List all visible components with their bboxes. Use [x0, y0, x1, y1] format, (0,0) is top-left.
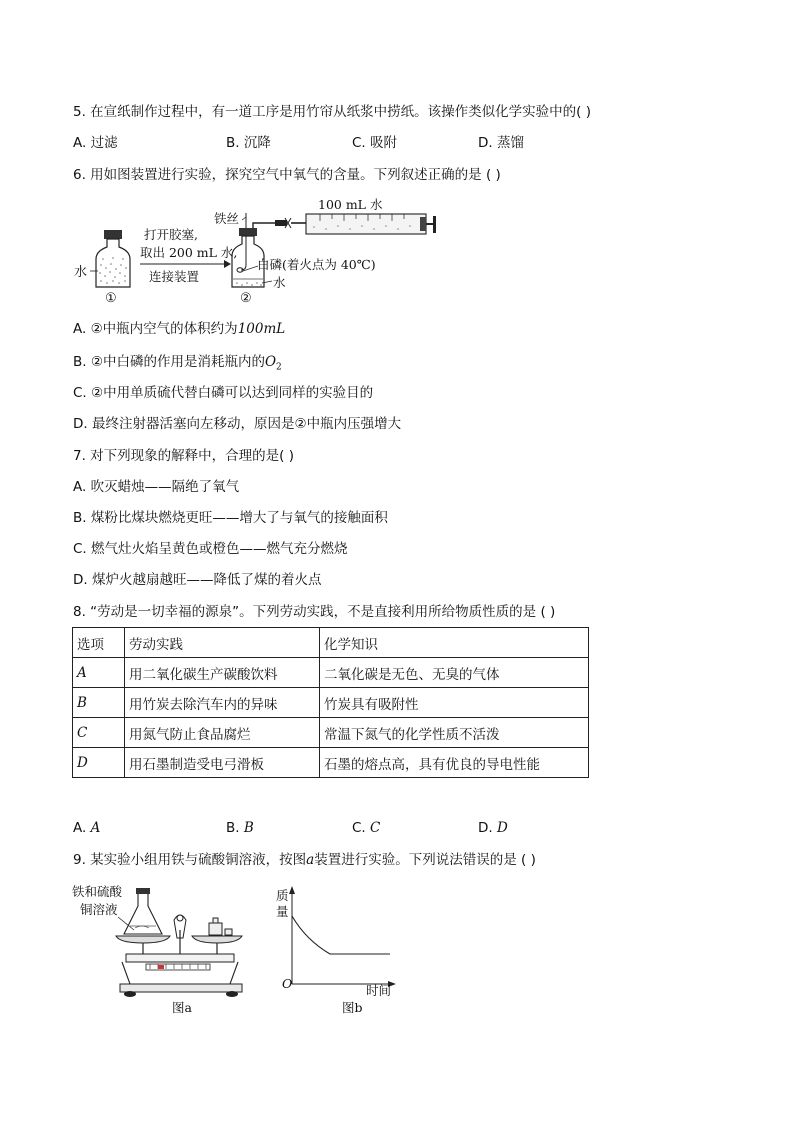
- q6-option-b-math: O: [264, 354, 277, 370]
- fig-b-xlabel: 时间: [366, 983, 392, 998]
- q6-apparatus-figure: [70, 195, 450, 307]
- arrow-head: [224, 260, 231, 268]
- q8-option-c-text: C.: [352, 820, 371, 836]
- q8-option-c-math: C: [370, 820, 381, 836]
- q6-option-b: [73, 353, 282, 377]
- q8-stem: 8. “劳动是一切幸福的源泉”。下列劳动实践，不是直接利用所给物质性质的是 ( ): [73, 604, 556, 620]
- table-cell: 常温下氮气的化学性质不活泼: [320, 718, 589, 748]
- q8-option-b: [226, 819, 254, 837]
- table-cell: A: [73, 658, 125, 688]
- bottle-1-number: ①: [105, 291, 117, 306]
- bottle-1: [90, 230, 130, 287]
- fig-b-origin: O: [282, 976, 293, 991]
- q8-option-c: [352, 819, 380, 837]
- q8-option-a-math: A: [90, 820, 101, 836]
- q6-option-c: C. ②中用单质硫代替白磷可以达到同样的实验目的: [73, 385, 374, 401]
- q6-stem: 6. 用如图装置进行实验，探究空气中氧气的含量。下列叙述正确的是 ( ): [73, 167, 501, 183]
- table-cell: D: [73, 748, 125, 778]
- bottle-2-number: ②: [240, 291, 252, 306]
- table-header-cell: 化学知识: [320, 628, 589, 658]
- q8-option-d-text: D.: [478, 820, 497, 836]
- q5-option-a: A. 过滤: [73, 135, 118, 151]
- q7-option-c: C. 燃气灶火焰呈黄色或橙色——燃气充分燃烧: [73, 541, 348, 557]
- table-header-cell: 劳动实践: [125, 628, 320, 658]
- table-cell: 石墨的熔点高，具有优良的导电性能: [320, 748, 589, 778]
- fig-b-curve: [292, 916, 390, 954]
- q9-figure-a-balance: [70, 880, 265, 1020]
- fig-a-caption: 图a: [172, 1000, 192, 1015]
- table-cell: B: [73, 688, 125, 718]
- q5-option-b: B. 沉降: [226, 135, 271, 151]
- table-row: [73, 688, 589, 718]
- q6-option-a-math: 100mL: [237, 321, 286, 337]
- q9-stem-math: a: [306, 852, 315, 868]
- table-cell: 用二氧化碳生产碳酸饮料: [125, 658, 320, 688]
- arrow-label-bottom: 连接装置: [149, 269, 200, 284]
- phosphorus-label: 白磷(着火点为 40℃): [257, 257, 376, 272]
- fig-b-caption: 图b: [342, 1000, 363, 1015]
- q6-option-a-text: A. ②中瓶内空气的体积约为: [73, 321, 238, 337]
- table-row: [73, 718, 589, 748]
- q9-stem-text: 9. 某实验小组用铁与硫酸铜溶液，按图: [73, 852, 307, 868]
- iron-wire-label: 铁丝: [214, 211, 240, 226]
- q8-option-a: [73, 819, 100, 837]
- fig-a-label-line1: 铁和硫酸: [72, 884, 123, 899]
- table-header-row: [73, 628, 589, 658]
- q6-option-d: D. 最终注射器活塞向左移动，原因是②中瓶内压强增大: [73, 416, 402, 432]
- bottle-2-water-label: 水: [273, 275, 286, 290]
- q6-option-b-sub: 2: [276, 362, 282, 373]
- q7-option-d: D. 煤炉火越扇越旺——降低了煤的着火点: [73, 572, 322, 588]
- q7-option-a: A. 吹灭蜡烛——隔绝了氧气: [73, 479, 240, 495]
- q5-option-d: D. 蒸馏: [478, 135, 524, 151]
- table-cell: 用氮气防止食品腐烂: [125, 718, 320, 748]
- q9-figure-b-graph: [272, 882, 402, 1020]
- bottle-2: [232, 213, 306, 287]
- syringe: [306, 214, 436, 234]
- q9-stem-suffix: 装置进行实验。下列说法错误的是 ( ): [314, 852, 536, 868]
- syringe-label: 100 mL 水: [318, 197, 383, 212]
- table-cell: 用石墨制造受电弓滑板: [125, 748, 320, 778]
- bottle-1-water-label: 水: [74, 265, 88, 280]
- table-row: [73, 748, 589, 778]
- q5-stem: 5. 在宣纸制作过程中，有一道工序是用竹帘从纸浆中捞纸。该操作类似化学实验中的( ): [73, 104, 591, 120]
- q6-option-b-text: B. ②中白磷的作用是消耗瓶内的: [73, 354, 265, 370]
- conical-flask: [124, 888, 162, 934]
- table-header-cell: 选项: [73, 628, 125, 658]
- fig-b-ylabel-1: 质: [276, 888, 289, 903]
- fig-a-label-line2: 铜溶液: [80, 902, 118, 917]
- q8-option-a-text: A.: [73, 820, 91, 836]
- arrow-label-line1: 打开胶塞,: [144, 227, 198, 242]
- table-row: [73, 658, 589, 688]
- q8-table: [72, 627, 589, 778]
- q6-option-a: [73, 320, 285, 338]
- q7-stem: 7. 对下列现象的解释中，合理的是( ): [73, 448, 294, 464]
- table-cell: 用竹炭去除汽车内的异味: [125, 688, 320, 718]
- table-cell: 二氧化碳是无色、无臭的气体: [320, 658, 589, 688]
- q5-option-c: C. 吸附: [352, 135, 398, 151]
- arrow-label-line2: 取出 200 mL 水,: [140, 245, 238, 260]
- fig-b-ylabel-2: 量: [276, 904, 289, 919]
- q8-option-b-math: B: [243, 820, 254, 836]
- q8-option-d-math: D: [496, 820, 508, 836]
- q7-option-b: B. 煤粉比煤块燃烧更旺——增大了与氧气的接触面积: [73, 510, 388, 526]
- fig-b-y-arrow: [289, 886, 295, 894]
- q8-option-d: [478, 819, 508, 837]
- table-cell: C: [73, 718, 125, 748]
- q8-option-b-text: B.: [226, 820, 244, 836]
- q9-stem: [73, 851, 536, 869]
- table-cell: 竹炭具有吸附性: [320, 688, 589, 718]
